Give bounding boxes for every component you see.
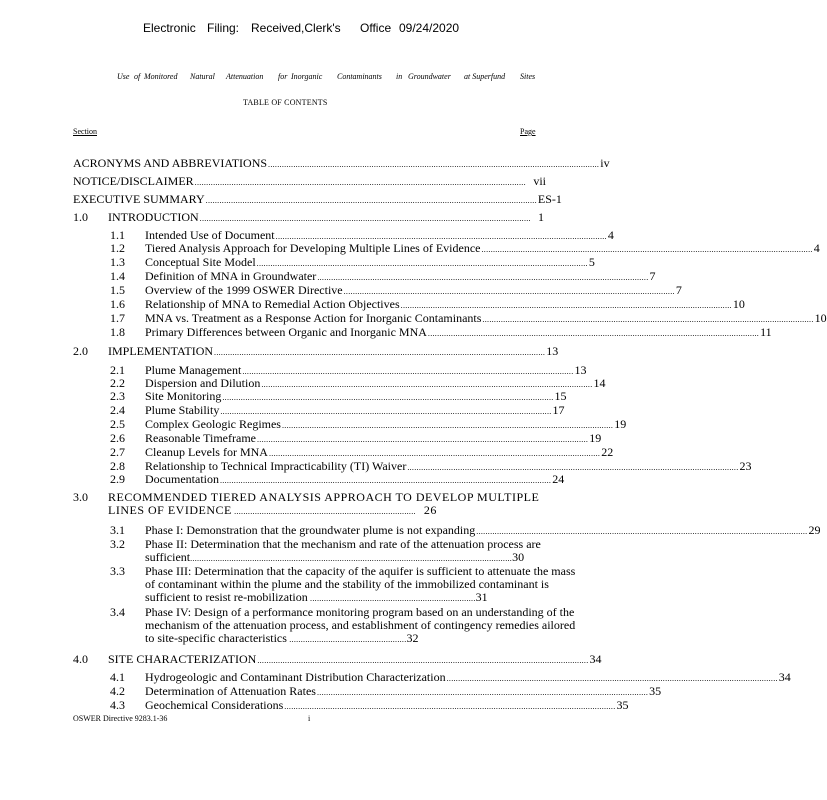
filing-stamp-word: Filing:	[207, 21, 240, 35]
toc-entry-page: 4	[813, 241, 820, 255]
toc-section-entry[interactable]	[145, 311, 827, 326]
section-number: 1.8	[110, 325, 125, 339]
dot-leader: ................................................................................................................................................	[317, 273, 649, 282]
toc-section-entry[interactable]	[145, 403, 565, 418]
page-column-label: Page	[520, 127, 536, 136]
dot-leader: ................................................................................................................................................	[219, 476, 552, 485]
section-number: 4.1	[110, 670, 125, 684]
toc-entry-title: RECOMMENDED TIERED ANALYSIS APPROACH TO DEVELOP MULTIPLE LINES OF EVIDENCE	[108, 490, 540, 517]
toc-entry-title: EXECUTIVE SUMMARY	[73, 192, 205, 206]
toc-entry-page: 30	[512, 550, 525, 564]
section-number: 3.3	[110, 564, 125, 578]
dot-leader: ................................................................................................................................................	[256, 435, 589, 444]
toc-entry-page: 5	[588, 255, 595, 269]
section-number: 3.4	[110, 605, 125, 619]
toc-entry-page: 34	[778, 670, 791, 684]
running-title-word: Sites	[520, 72, 536, 81]
toc-entry-title: Phase I: Demonstration that the groundwater plume is not expanding	[145, 523, 476, 537]
toc-entry-page: 1	[538, 210, 544, 224]
dot-leader: ................................................................................................................................................	[199, 214, 531, 223]
dot-leader: ................................................................................................................................................	[222, 393, 554, 402]
toc-section-entry[interactable]	[145, 445, 614, 460]
dot-leader: ................................................................................................................................................	[256, 259, 588, 268]
dot-leader: ................................................................................................................................................	[284, 702, 616, 711]
dot-leader: ................................................................................................................................................	[242, 367, 574, 376]
dot-leader: ................................................................................................................................................	[220, 407, 552, 416]
toc-entry-title: Phase III: Determination that the capacity of the aquifer is sufficient to attenuate the mass of contaminant within the plume and the stability of the immobilized contaminant is sufficient to resist re-mobilization	[145, 564, 576, 604]
dot-leader: ................................................................................................................................................	[281, 421, 614, 430]
filing-stamp-word: Electronic	[143, 21, 196, 35]
toc-section-entry[interactable]	[145, 283, 682, 298]
section-number: 3.2	[110, 537, 125, 551]
toc-entry-page: 17	[552, 403, 565, 417]
toc-entry-page: 29	[808, 523, 821, 537]
toc-entry-title: Determination of Attenuation Rates	[145, 684, 316, 698]
section-number: 1.7	[110, 311, 125, 325]
running-title-word: for	[278, 72, 288, 81]
toc-entry-page: 13	[546, 344, 559, 358]
toc-heading: TABLE OF CONTENTS	[243, 98, 328, 107]
toc-entry-page: ES-1	[537, 192, 562, 206]
toc-entry-page: 19	[589, 431, 602, 445]
chapter-number: 1.0	[73, 210, 88, 224]
running-title-word: Contaminants	[337, 72, 382, 81]
dot-leader: ................................................................................................................................................	[427, 329, 760, 338]
toc-entry-page: 22	[601, 445, 614, 459]
toc-entry-executive-summary[interactable]	[73, 192, 562, 207]
toc-entry-page: 4	[607, 228, 614, 242]
toc-section-entry[interactable]	[145, 606, 585, 646]
filing-stamp-word: Received,Clerk's	[251, 21, 341, 35]
toc-entry-title: Reasonable Timeframe	[145, 431, 256, 445]
toc-section-entry[interactable]	[145, 698, 629, 713]
toc-section-entry[interactable]	[145, 472, 565, 487]
toc-entry-page: 23	[739, 459, 752, 473]
toc-entry-title: Tiered Analysis Approach for Developing Multiple Lines of Evidence	[145, 241, 481, 255]
toc-entry-page: 35	[649, 684, 662, 698]
section-number: 3.1	[110, 523, 125, 537]
toc-entry-title: Phase IV: Design of a performance monitoring program based on an understanding of the mechanism of the attenuation process, and establishment of contingency remedies ailored to site-specific characteristics	[145, 605, 576, 645]
dot-leader: ...............................................................................	[231, 507, 416, 516]
running-title-word: in	[396, 72, 403, 81]
dot-leader: ................................................................................................................................................	[343, 287, 675, 296]
toc-entry-title: Site Monitoring	[145, 389, 222, 403]
toc-entry-page: 24	[552, 472, 565, 486]
toc-entry-title: Overview of the 1999 OSWER Directive	[145, 283, 343, 297]
dot-leader: ................................................................................................................................................	[481, 245, 813, 254]
toc-entry-title: Documentation	[145, 472, 219, 486]
toc-entry-page: 10	[732, 297, 745, 311]
section-number: 2.6	[110, 431, 125, 445]
toc-entry-page: 13	[574, 363, 587, 377]
dot-leader: ................................................................................................................................................	[261, 380, 593, 389]
toc-section-entry[interactable]	[145, 431, 602, 446]
toc-entry-page: 10	[814, 311, 827, 325]
toc-entry-page: 11	[760, 325, 772, 339]
toc-entry-title: Definition of MNA in Groundwater	[145, 269, 317, 283]
filing-stamp	[0, 21, 618, 37]
dot-leader: ................................................................................................................................................	[268, 449, 601, 458]
section-number: 2.9	[110, 472, 125, 486]
dot-leader: ................................................................................................................................................	[476, 527, 808, 536]
toc-section-entry[interactable]	[145, 325, 772, 340]
dot-leader: ................................................................................................................................................	[194, 178, 526, 187]
dot-leader: ................................................................................................................................................	[257, 656, 589, 665]
dot-leader: ................................................................................................................................................	[407, 463, 739, 472]
toc-chapter-tiered-analysis[interactable]	[108, 491, 548, 518]
section-number: 2.1	[110, 363, 125, 377]
toc-entry-notice[interactable]	[73, 175, 546, 189]
toc-entry-title: ACRONYMS AND ABBREVIATIONS	[73, 156, 268, 170]
chapter-number: 3.0	[73, 490, 88, 504]
toc-section-entry[interactable]	[145, 523, 821, 538]
toc-section-entry[interactable]	[145, 255, 595, 270]
dot-leader: ............................................................................................................................................	[190, 554, 513, 563]
filing-stamp-date: 09/24/2020	[399, 21, 460, 35]
section-number: 1.2	[110, 241, 125, 255]
section-number: 4.3	[110, 698, 125, 712]
dot-leader: ................................................................................................................................................	[316, 688, 649, 697]
toc-section-entry[interactable]	[145, 538, 580, 565]
running-title-word: Attenuation	[226, 72, 264, 81]
running-title-word: Groundwater	[408, 72, 451, 81]
running-title-word: Monitored	[144, 72, 178, 81]
toc-entry-title: INTRODUCTION	[108, 210, 199, 224]
toc-chapter-implementation[interactable]	[108, 344, 559, 359]
toc-entry-page: 35	[616, 698, 629, 712]
dot-leader: ................................................................................................................................................	[446, 674, 778, 683]
toc-entry-page: 7	[649, 269, 656, 283]
toc-entry-title: NOTICE/DISCLAIMER	[73, 174, 194, 188]
chapter-number: 2.0	[73, 344, 88, 358]
dot-leader: ................................................................................................................................................	[268, 160, 600, 169]
toc-entry-page: 14	[593, 376, 606, 390]
running-title-word: Natural	[190, 72, 215, 81]
toc-entry-title: Hydrogeologic and Contaminant Distribution Characterization	[145, 670, 446, 684]
dot-leader: ................................................................................................................................................	[275, 232, 607, 241]
running-title-word: Inorganic	[291, 72, 323, 81]
toc-entry-acronyms[interactable]	[73, 156, 610, 171]
toc-section-entry[interactable]	[145, 269, 656, 284]
toc-entry-page: iv	[600, 156, 610, 170]
dot-leader: ................................................................................................................................................	[205, 196, 537, 205]
toc-section-entry[interactable]	[145, 565, 580, 605]
toc-section-entry[interactable]	[145, 389, 567, 404]
toc-entry-title: MNA vs. Treatment as a Response Action for Inorganic Contaminants	[145, 311, 482, 325]
toc-entry-title: Relationship of MNA to Remedial Action Objectives	[145, 297, 400, 311]
page-footer	[73, 714, 373, 726]
toc-entry-page: 31	[475, 590, 488, 604]
toc-section-entry[interactable]	[145, 241, 820, 256]
toc-entry-title: IMPLEMENTATION	[108, 344, 214, 358]
toc-section-entry[interactable]	[145, 684, 662, 699]
running-title-word: of	[134, 72, 141, 81]
section-number: 2.8	[110, 459, 125, 473]
toc-section-entry[interactable]	[145, 670, 791, 685]
toc-entry-title: Intended Use of Document	[145, 228, 275, 242]
page-number: i	[308, 714, 311, 723]
toc-entry-title: Complex Geologic Regimes	[145, 417, 281, 431]
toc-entry-title: Dispersion and Dilution	[145, 376, 261, 390]
section-column-label: Section	[73, 127, 97, 136]
dot-leader: ................................................................................................................................................	[214, 348, 546, 357]
directive-number: OSWER Directive 9283.1-36	[73, 714, 168, 723]
dot-leader: ................................................................................................................................................	[400, 301, 732, 310]
section-number: 1.1	[110, 228, 125, 242]
toc-entry-title: Plume Management	[145, 363, 242, 377]
running-title-word: at Superfund	[464, 72, 506, 81]
toc-entry-title: Geochemical Considerations	[145, 698, 284, 712]
toc-entry-page: vii	[533, 174, 546, 188]
toc-entry-title: Cleanup Levels for MNA	[145, 445, 268, 459]
section-number: 2.3	[110, 389, 125, 403]
toc-chapter-introduction[interactable]	[108, 211, 544, 225]
chapter-number: 4.0	[73, 652, 88, 666]
toc-entry-page: 26	[423, 503, 437, 517]
toc-chapter-site-characterization[interactable]	[108, 652, 602, 667]
section-number: 4.2	[110, 684, 125, 698]
running-title-word: Use	[117, 72, 130, 81]
toc-entry-page: 15	[554, 389, 567, 403]
toc-entry-page: 32	[406, 631, 419, 645]
toc-entry-title: Primary Differences between Organic and Inorganic MNA	[145, 325, 427, 339]
toc-entry-title: Conceptual Site Model	[145, 255, 256, 269]
toc-entry-title: Plume Stability	[145, 403, 220, 417]
section-number: 2.4	[110, 403, 125, 417]
dot-leader: ................................................................................................................................................	[482, 315, 814, 324]
section-number: 1.3	[110, 255, 125, 269]
section-number: 2.7	[110, 445, 125, 459]
toc-entry-page: 19	[614, 417, 627, 431]
dot-leader: ........................................................................	[307, 594, 476, 603]
section-number: 1.5	[110, 283, 125, 297]
section-number: 1.6	[110, 297, 125, 311]
dot-leader: ...................................................	[286, 635, 407, 644]
document-running-title	[0, 72, 618, 86]
filing-stamp-word: Office	[360, 21, 392, 35]
toc-entry-page: 7	[675, 283, 682, 297]
toc-entry-page: 34	[589, 652, 602, 666]
section-number: 1.4	[110, 269, 125, 283]
section-number: 2.2	[110, 376, 125, 390]
toc-section-entry[interactable]	[145, 297, 745, 312]
toc-section-entry[interactable]	[145, 417, 627, 432]
toc-entry-title: Relationship to Technical Impracticability (TI) Waiver	[145, 459, 407, 473]
toc-entry-title: SITE CHARACTERIZATION	[108, 652, 257, 666]
section-number: 2.5	[110, 417, 125, 431]
toc-entry-title: Phase II: Determination that the mechanism and rate of the attenuation process are sufficient	[145, 537, 541, 564]
